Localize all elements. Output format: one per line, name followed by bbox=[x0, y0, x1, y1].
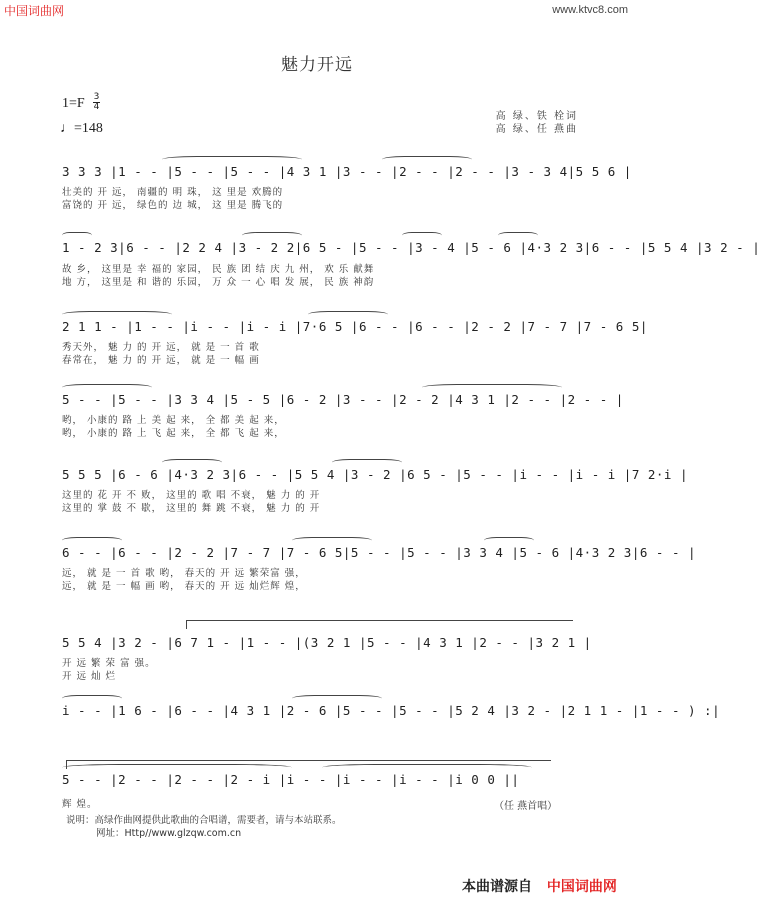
tie-arc bbox=[62, 764, 292, 771]
tie-arc bbox=[292, 695, 382, 702]
notation-line: 2 1 1 - |1 - - |i - - |i - i |7·6 5 |6 - - |6 - - |2 - 2 |7 - 7 |7 - 6 5| bbox=[62, 319, 648, 334]
tie-arc bbox=[62, 311, 172, 318]
tie-arc bbox=[382, 156, 472, 163]
tie-arc bbox=[308, 311, 388, 318]
tie-arc bbox=[484, 537, 534, 544]
footer-url: 网址：Http//www.glzqw.com.cn bbox=[96, 828, 242, 839]
tie-arc bbox=[332, 459, 402, 466]
notation-line: i - - |1 6 - |6 - - |4 3 1 |2 - 6 |5 - - |5 - - |5 2 4 |3 2 - |2 1 1 - |1 - - ) :| bbox=[62, 703, 721, 718]
lyrics-verse-1: 开 远 繁 荣 富 强。 bbox=[62, 658, 156, 669]
source-credit bbox=[462, 876, 617, 896]
notation-line: 5 - - |2 - - |2 - - |2 - i |i - - |i - - |i - - |i 0 0 || bbox=[62, 772, 520, 787]
lyrics-verse-1: 故 乡， 这里是 幸 福的 家园， 民 族 团 结 庆 九 州， 欢 乐 献舞 bbox=[62, 264, 375, 275]
notation-line: 3 3 3 |1 - - |5 - - |5 - - |4 3 1 |3 - - |2 - - |2 - - |3 - 3 4|5 5 6 | bbox=[62, 164, 632, 179]
tie-arc bbox=[62, 232, 92, 239]
composer-credit: 高 绿、任 燕曲 bbox=[495, 124, 578, 135]
lyrics-verse-1: 秀天外， 魅 力 的 开 远， 就 是 一 首 歌 bbox=[62, 342, 260, 353]
tie-arc bbox=[422, 384, 562, 391]
lyrics-verse-1: 哟， 小康的 路 上 美 起 来， 全 都 美 起 来， bbox=[62, 415, 285, 426]
source-label: 本曲谱源自 bbox=[462, 879, 532, 895]
tie-arc bbox=[402, 232, 442, 239]
lyrics-verse-2: 远， 就 是 一 幅 画 哟， 春天的 开 远 灿烂辉 煌， bbox=[62, 581, 306, 592]
tempo-marking: ♩=148 bbox=[60, 121, 103, 136]
source-site[interactable]: 中国词曲网 bbox=[546, 879, 617, 895]
lyricist-credit: 高 绿、铁 栓词 bbox=[495, 111, 578, 122]
tie-arc bbox=[62, 537, 122, 544]
tie-arc bbox=[322, 764, 532, 771]
lyrics-verse-1: 这里的 花 开 不 败， 这里的 歌 唱 不衰， 魅 力 的 开 bbox=[62, 490, 321, 501]
lyrics-verse-2: 地 方， 这里是 和 谐的 乐园， 万 众 一 心 唱 发 展， 民 族 神韵 bbox=[62, 277, 375, 288]
tie-arc bbox=[62, 695, 122, 702]
key-signature: 1=F bbox=[62, 96, 85, 111]
notation-line: 5 5 5 |6 - 6 |4·3 2 3|6 - - |5 5 4 |3 - 2 |6 5 - |5 - - |i - - |i - i |7 2·i | bbox=[62, 467, 688, 482]
tie-arc bbox=[242, 232, 302, 239]
singer-note: （任 燕首唱） bbox=[494, 801, 558, 812]
notation-line: 5 - - |5 - - |3 3 4 |5 - 5 |6 - 2 |3 - - |2 - 2 |4 3 1 |2 - - |2 - - | bbox=[62, 392, 624, 407]
lyrics-verse-2: 春常在， 魅 力 的 开 远， 就 是 一 幅 画 bbox=[62, 355, 260, 366]
song-title: 魅力开远 bbox=[281, 55, 353, 75]
lyrics-verse-2: 哟， 小康的 路 上 飞 起 来， 全 都 飞 起 来， bbox=[62, 428, 285, 439]
watermark-left: 中国词曲网 bbox=[4, 4, 65, 18]
lyrics-verse-1: 壮美的 开 远， 南疆的 明 珠， 这 里是 欢腾的 bbox=[62, 187, 284, 198]
tie-arc bbox=[162, 156, 302, 163]
footer-note: 说明：高绿作曲网提供此歌曲的合唱谱，需要者，请与本站联系。 bbox=[66, 815, 342, 826]
time-signature: 3 4 bbox=[93, 92, 100, 112]
watermark-right: www.ktvc8.com bbox=[552, 4, 628, 16]
volta-bracket-1 bbox=[186, 620, 573, 629]
lyrics-verse-2: 这里的 掌 鼓 不 歇， 这里的 舞 跳 不衰， 魅 力 的 开 bbox=[62, 503, 321, 514]
notation-line: 5 5 4 |3 2 - |6 7 1 - |1 - - |(3 2 1 |5 - - |4 3 1 |2 - - |3 2 1 | bbox=[62, 635, 592, 650]
tie-arc bbox=[62, 384, 152, 391]
tie-arc bbox=[498, 232, 538, 239]
tie-arc bbox=[162, 459, 222, 466]
lyrics-verse-2: 富饶的 开 远， 绿色的 边 城， 这 里是 腾飞的 bbox=[62, 200, 284, 211]
lyrics-verse-2: 开 远 灿 烂 bbox=[62, 671, 117, 682]
notation-line: 1 - 2 3|6 - - |2 2 4 |3 - 2 2|6 5 - |5 - - |3 - 4 |5 - 6 |4·3 2 3|6 - - |5 5 4 |3 2 - | bbox=[62, 240, 760, 255]
lyrics-verse-1: 辉 煌。 bbox=[62, 799, 98, 810]
tie-arc bbox=[292, 537, 372, 544]
notation-line: 6 - - |6 - - |2 - 2 |7 - 7 |7 - 6 5|5 - - |5 - - |3 3 4 |5 - 6 |4·3 2 3|6 - - | bbox=[62, 545, 697, 560]
lyrics-verse-1: 远， 就 是 一 首 歌 哟， 春天的 开 远 繁荣富 强， bbox=[62, 568, 306, 579]
